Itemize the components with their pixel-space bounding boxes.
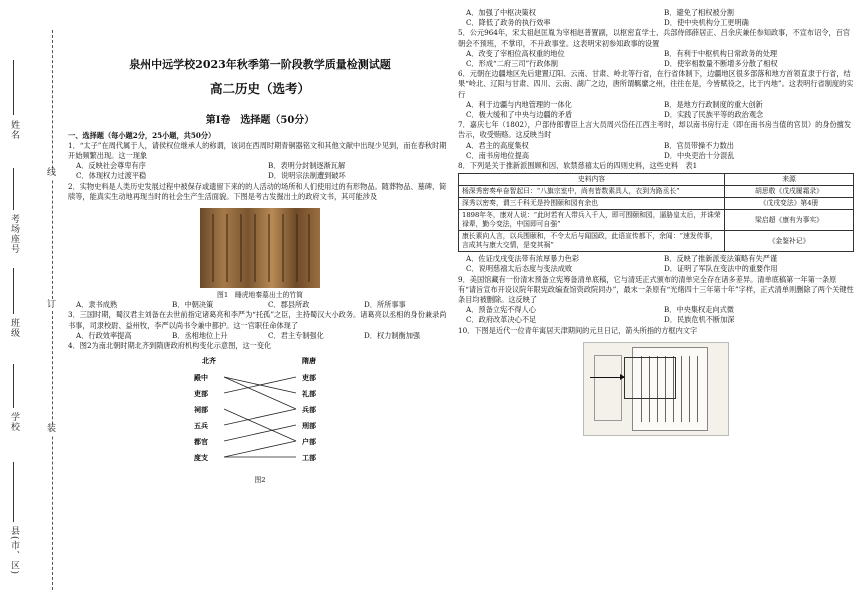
right-column bbox=[458, 8, 854, 436]
q7-options bbox=[458, 141, 854, 161]
q1-options bbox=[68, 161, 452, 181]
q9-options bbox=[458, 305, 854, 325]
q4-options bbox=[458, 8, 854, 28]
q3-option-a: A．行政效率提高 bbox=[76, 330, 132, 340]
q3-stem: 3．三国时期，蜀汉君主刘备在去世前指定诸葛亮和李严为“托孤”之臣，主持蜀汉大小政务。诸葛亮以丞相的身份兼录尚书事，司隶校尉、益州牧，李严以尚书令兼中都护。这一官职任命体现了 bbox=[68, 310, 447, 330]
fig2-right-node: 礼部 bbox=[302, 389, 316, 399]
q9-option-a: A．预备立宪不得人心 bbox=[466, 305, 536, 315]
fig2-right-node: 户部 bbox=[302, 437, 316, 447]
q8-stem: 8．下列是关于推新派围顾和因、软禁慈禧太后的四则史料，这些史料 表1 bbox=[458, 161, 698, 171]
q8-option-c: C．说明慈禧太后态度与变法成败 bbox=[466, 264, 573, 274]
diary-seal-strip bbox=[594, 355, 622, 421]
q1-option-a: A．反映社会尊卑有序 bbox=[76, 161, 146, 171]
table-cell-source: 胡思敬《戊戌履霜录》 bbox=[725, 186, 854, 198]
q2-options bbox=[68, 300, 452, 310]
q6-stem: 6．元朝在边疆地区先后建置辽阳、云南、甘肃、岭北等行省，在行省体制下，边疆地区很多部落和地方首领直隶于行省，结果“岭北、辽阳与甘肃、四川、云南、湖广之边，唐所谓羁縻之州，往往在是，今皆赋役之，比于内地”。这表明行省制度的实行 bbox=[458, 69, 854, 99]
q1-option-b: B．表明分封制逐渐瓦解 bbox=[268, 161, 346, 171]
q5-option-d: D．使宰相数量不断增多分散了相权 bbox=[664, 59, 778, 69]
fig2-left-node: 吏部 bbox=[194, 389, 208, 399]
q9-option-d: D．民族危机不断加深 bbox=[664, 315, 735, 325]
figure2-caption: 图2 bbox=[254, 476, 266, 485]
class-label: 班级 bbox=[9, 318, 19, 338]
q2-option-c: C．郡县所政 bbox=[268, 300, 310, 310]
q6-option-a: A．利于边疆与内地管理的一体化 bbox=[466, 99, 572, 109]
fig2-right-node: 刑部 bbox=[302, 421, 316, 431]
school-label: 学校 bbox=[9, 412, 19, 432]
q3-option-c: C．君主专制强化 bbox=[268, 330, 324, 340]
q2-option-a: A．隶书成熟 bbox=[76, 300, 118, 310]
q2-option-b: B．中朝决策 bbox=[172, 300, 214, 310]
q2-stem: 2．实物史料是人类历史发展过程中被保存或遗留下来的的人活动的场所和人们使用过的有形物品。随葬物品、墓碑、简牍等，能真实生动地再现当时的社会生产生活面貌。下图是考古发掘出土的政府文书，其可能涉及 bbox=[68, 181, 447, 201]
q3-options bbox=[68, 331, 452, 341]
table-cell-content: 杨深秀密奏牟奋智起曰：“八旗宗室中，尚有皆数素具人，衣到为路丞长” bbox=[459, 186, 725, 198]
name-line bbox=[13, 60, 14, 115]
diary-page-image bbox=[583, 342, 729, 436]
county-label: 县(市、区) bbox=[9, 526, 19, 576]
fig2-right-node: 兵部 bbox=[302, 405, 316, 415]
exam-title: 泉州中远学校2023年秋季第一阶段教学质量检测试题 bbox=[129, 58, 391, 71]
table-cell-source: 梁启超《康有为事实》 bbox=[725, 210, 854, 231]
table-row bbox=[459, 186, 854, 198]
q8-option-a: A．佐证戊戌变法带有浓厚暴力色彩 bbox=[466, 254, 580, 264]
fig2-left-header: 北齐 bbox=[202, 356, 216, 366]
q8-options bbox=[458, 254, 854, 274]
q5-options bbox=[458, 49, 854, 69]
fig2-left-node: 殿中 bbox=[194, 373, 208, 383]
q3-option-b: B．丞相地位上升 bbox=[172, 330, 228, 340]
fig2-right-header: 隋唐 bbox=[302, 356, 316, 366]
q2-option-d: D．所所事事 bbox=[364, 300, 406, 310]
fig2-connectors bbox=[224, 377, 296, 457]
q7-option-a: A．君主的高度集权 bbox=[466, 140, 529, 150]
q4-option-d: D．使中央机构分工更明确 bbox=[664, 18, 749, 28]
arrow-icon bbox=[590, 377, 624, 378]
bamboo-slips-photo bbox=[200, 208, 320, 288]
q8-option-b: B．反映了推新派变法策略有失严谨 bbox=[664, 254, 778, 264]
binding-char-staple: 订 bbox=[47, 300, 57, 310]
county-line bbox=[13, 462, 14, 522]
fig2-left-node: 五兵 bbox=[194, 421, 208, 431]
name-label: 姓名 bbox=[9, 120, 19, 140]
school-line bbox=[13, 364, 14, 408]
fig2-left-node: 都官 bbox=[194, 437, 208, 447]
q9-option-b: B．中央集权走向式微 bbox=[664, 305, 734, 315]
q4-option-c: C．降低了政务的执行效率 bbox=[466, 18, 551, 28]
table-cell-content: 康长素向人言，以兵围颐和，不令太后与闻国政，此语宣传都下，余闻：“速发传事，言成其与康大交情，是变其祸” bbox=[459, 231, 725, 252]
table-cell-source: 《戊戌变法》第4册 bbox=[725, 198, 854, 210]
q4-stem: 4．图2为南北朝时期北齐到隋唐政府机构变化示意图，这一变化 bbox=[68, 341, 272, 351]
q6-option-d: D．实践了民族平等的政治观念 bbox=[664, 110, 764, 120]
fig2-left-node: 度支 bbox=[194, 453, 208, 463]
q1-stem: 1．“太子”在周代属于人，请侯权位继承人的称谓，该词在西周时期青铜器铭文和其他文献中出现少见到，而在春秋时期开始频繁出现。这一现象 bbox=[68, 140, 447, 161]
table-cell-source: 《金鉴补记》 bbox=[725, 231, 854, 252]
q7-option-c: C．南书房地位提高 bbox=[466, 150, 530, 160]
table-cell-content: 1898年冬，康对人说：“此时若有人带兵入千人，即可围颐和园，逼胁皇太后，并诛荣禄辈，勤今变法，中国即可自强” bbox=[459, 210, 725, 231]
section-title: 第Ⅰ卷 选择题（50分） bbox=[205, 115, 315, 127]
q7-option-d: D．中央吏治十分混乱 bbox=[664, 150, 735, 160]
binding-char-bind: 装 bbox=[47, 424, 57, 434]
seat-label: 考场座号 bbox=[9, 214, 19, 254]
q5-stem: 5．公元964年，宋太祖赵匡胤为宰相赵普置副，以枢密直学士、兵部侍郎薛居正、吕余庆兼任参知政事，不宣布诏令，百官朝会不预班，不掌印，不升政事堂。这表明宋初参知政事的设置 bbox=[458, 28, 851, 48]
left-column bbox=[68, 8, 452, 485]
q7-option-b: B．官员带操不力数出 bbox=[664, 140, 734, 150]
diary-highlight-box bbox=[624, 357, 676, 399]
exam-subject: 高二历史（选考） bbox=[209, 81, 310, 97]
q8-source-table bbox=[458, 173, 854, 252]
section-instruction: 一、选择题（每小题2分，25小题，共50分） bbox=[68, 130, 216, 140]
q9-stem: 9．美国馆藏有一份清末预备立宪筹备清单底稿，它与清廷正式颁布的清单完全存在诸多差异。清单底稿第一年第一条原有“请旨宣布开设议院年限宪政编查馆资政院同办”，最末一条原有“光绪四十三年第十年”字样，正式清单则删除了两个关键性条目均被删除。这反映了 bbox=[458, 274, 854, 305]
q8-option-d: D．证明了军队在变法中的重要作用 bbox=[664, 264, 778, 274]
q5-option-b: B．有利于中枢机构日常政务的处理 bbox=[664, 48, 778, 58]
q6-options bbox=[458, 100, 854, 120]
q1-option-c: C．体现权力过渡平稳 bbox=[76, 171, 147, 181]
class-line bbox=[13, 268, 14, 314]
seat-line bbox=[13, 168, 14, 210]
binding-char-line: 线 bbox=[47, 168, 57, 178]
fig2-right-nodes bbox=[301, 373, 316, 462]
table-header-source: 来源 bbox=[725, 174, 854, 186]
figure1-caption: 图1 睡虎地秦墓出土的竹简 bbox=[217, 291, 303, 300]
q6-option-c: C．极大缓和了中央与边疆的矛盾 bbox=[466, 110, 573, 120]
table-header-row bbox=[459, 174, 854, 186]
table-row bbox=[459, 210, 854, 231]
q4-option-a: A．加强了中枢决策权 bbox=[466, 8, 536, 17]
table-cell-content: 深秀以密奏，谓三千科无是拎围颐和园有余也 bbox=[459, 198, 725, 210]
fig2-left-node: 祠部 bbox=[194, 405, 208, 415]
q6-option-b: B．是地方行政制度的重大创新 bbox=[664, 99, 763, 109]
q7-stem: 7．嘉庆七年（1802），户部侍郎曹臣上言大员周兴岱任江西主考时，却以南书房行走（即在南书房当值的官员）的身份擅发告示，收受贿赂。这反映当时 bbox=[458, 120, 852, 140]
fig2-left-nodes bbox=[193, 373, 208, 462]
binding-margin bbox=[0, 0, 62, 598]
fig2-right-node: 工部 bbox=[302, 453, 316, 463]
q3-option-d: D．权力制衡加强 bbox=[364, 330, 421, 340]
table-header-content: 史料内容 bbox=[459, 174, 725, 186]
figure2-diagram bbox=[180, 353, 340, 475]
table-row bbox=[459, 231, 854, 252]
fig2-right-node: 吏部 bbox=[302, 373, 316, 383]
table-row bbox=[459, 198, 854, 210]
q4-option-b: B．避免了相权被分割 bbox=[664, 8, 734, 17]
q5-option-c: C．形成“二府三司”行政体制 bbox=[466, 59, 558, 69]
q10-stem: 10．下图是近代一位青年寓居天津期间的元旦日记，箭头所指的方框内文字 bbox=[458, 325, 698, 335]
q1-option-d: D．说明宗法制遭到破坏 bbox=[268, 171, 346, 181]
q9-option-c: C．政府改革决心不足 bbox=[466, 315, 537, 325]
q5-option-a: A．改变了宰相位高权重的地位 bbox=[466, 48, 565, 58]
